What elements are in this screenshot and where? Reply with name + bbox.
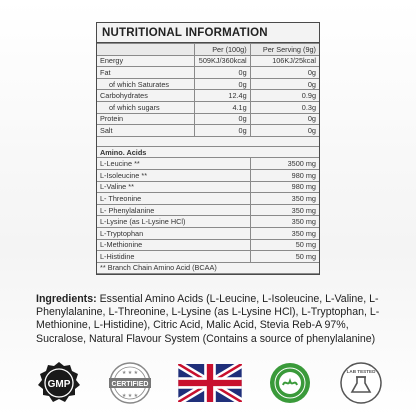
amino-row	[97, 227, 319, 239]
amino-label: L-Tryptophan	[97, 227, 250, 239]
nutrient-serving: 0g	[250, 113, 319, 125]
ingredients-label: Ingredients:	[36, 293, 97, 305]
footnote: ** Branch Chain Amino Acid (BCAA)	[97, 262, 319, 274]
amino-row	[97, 169, 319, 181]
nutrient-row	[97, 90, 319, 102]
nutrient-row	[97, 55, 319, 67]
amino-value: 50 mg	[250, 239, 319, 251]
amino-label: L- Threonine	[97, 193, 250, 205]
amino-row	[97, 158, 319, 170]
nutrient-row	[97, 125, 319, 137]
gmp-badge-icon	[36, 360, 82, 406]
nutrient-row	[97, 67, 319, 79]
badges-row	[36, 360, 384, 406]
nutrient-row	[97, 101, 319, 113]
amino-value: 350 mg	[250, 216, 319, 228]
certified-badge-icon	[107, 360, 153, 406]
nutrient-label: Fat	[97, 67, 195, 79]
nutrient-per100: 509KJ/360kcal	[195, 55, 251, 67]
svg-text:★ ★ ★: ★ ★ ★	[121, 370, 139, 376]
separator-row	[97, 136, 319, 146]
nutrition-panel	[96, 22, 320, 275]
ingredients-text	[36, 293, 384, 346]
nutrient-per100: 0g	[195, 113, 251, 125]
amino-value: 350 mg	[250, 227, 319, 239]
amino-label: L-Valine **	[97, 181, 250, 193]
nutrient-per100: 0g	[195, 125, 251, 137]
amino-value: 350 mg	[250, 204, 319, 216]
amino-row	[97, 239, 319, 251]
amino-row	[97, 193, 319, 205]
nutrition-table	[97, 43, 319, 274]
nutrient-label: Salt	[97, 125, 195, 137]
ingredients-list: Essential Amino Acids (L-Leucine, L-Isoleucine, L-Valine, L-Phenylalanine, L-Threonine, L-Lysine (as L-Lysine HCl), L-Tryptophan, L-Methionine, L-Histidine), Citric Acid, Malic Acid, Stevia Reb-A 97%, Sucralose, Natural Flavour System (Contains a source of phenylalanine)	[36, 293, 380, 345]
amino-row	[97, 251, 319, 263]
nutrient-row	[97, 78, 319, 90]
nutrient-label: Carbohydrates	[97, 90, 195, 102]
svg-text:★ ★ ★: ★ ★ ★	[121, 393, 139, 399]
nutrient-serving: 0g	[250, 125, 319, 137]
amino-value: 50 mg	[250, 251, 319, 263]
lab-tested-label: LAB TESTED	[346, 369, 376, 374]
nutrient-serving: 106KJ/25kcal	[250, 55, 319, 67]
nutrient-label: Energy	[97, 55, 195, 67]
halal-badge-icon	[267, 360, 313, 406]
amino-row	[97, 216, 319, 228]
footnote-row	[97, 262, 319, 274]
uk-flag-icon	[178, 363, 242, 403]
nutrient-per100: 0g	[195, 67, 251, 79]
gmp-badge-label: GMP	[47, 379, 71, 390]
nutrient-per100: 4.1g	[195, 101, 251, 113]
col-per100-header: Per (100g)	[195, 44, 251, 56]
nutrient-label: of which sugars	[97, 101, 195, 113]
amino-value: 980 mg	[250, 181, 319, 193]
table-header-row	[97, 44, 319, 56]
nutrient-per100: 0g	[195, 78, 251, 90]
nutrient-label: of which Saturates	[97, 78, 195, 90]
nutrient-per100: 12.4g	[195, 90, 251, 102]
amino-row	[97, 181, 319, 193]
amino-value: 980 mg	[250, 169, 319, 181]
certified-badge-label: CERTIFIED	[111, 381, 149, 388]
amino-label: L-Isoleucine **	[97, 169, 250, 181]
nutrient-serving: 0.3g	[250, 101, 319, 113]
amino-label: L-Lysine (as L-Lysine HCl)	[97, 216, 250, 228]
nutrient-serving: 0g	[250, 67, 319, 79]
amino-label: L- Phenylalanine	[97, 204, 250, 216]
amino-label: L-Histidine	[97, 251, 250, 263]
amino-value: 350 mg	[250, 193, 319, 205]
nutrient-row	[97, 113, 319, 125]
nutrient-label: Protein	[97, 113, 195, 125]
amino-header: Amino. Acids	[97, 146, 319, 158]
lab-tested-badge-icon	[338, 360, 384, 406]
panel-title: NUTRITIONAL INFORMATION	[97, 23, 319, 43]
amino-header-row	[97, 146, 319, 158]
nutrient-serving: 0g	[250, 78, 319, 90]
col-serving-header: Per Serving (9g)	[250, 44, 319, 56]
amino-label: L-Leucine **	[97, 158, 250, 170]
amino-value: 3500 mg	[250, 158, 319, 170]
amino-row	[97, 204, 319, 216]
nutrient-serving: 0.9g	[250, 90, 319, 102]
amino-label: L-Methionine	[97, 239, 250, 251]
